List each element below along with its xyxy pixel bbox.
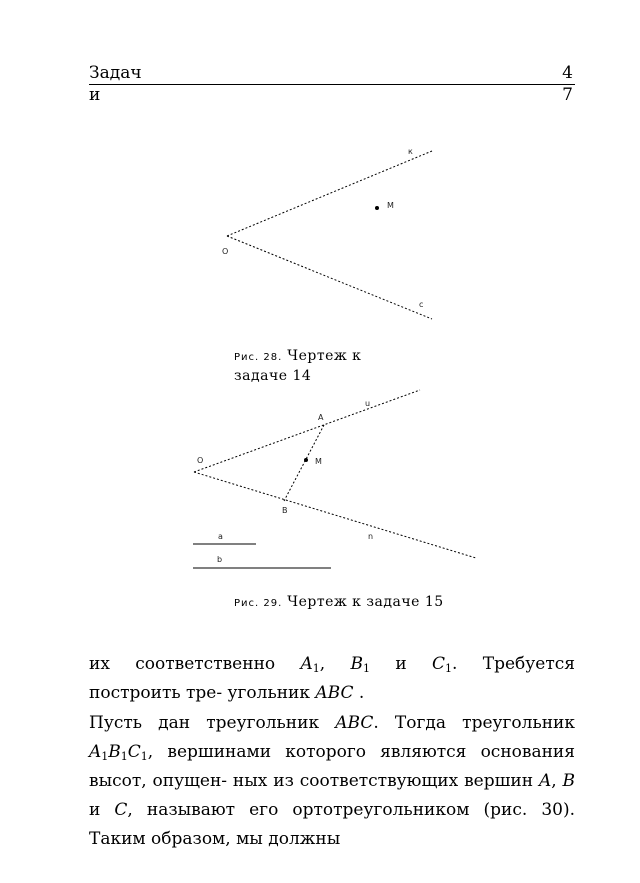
fig29-segment-a-label: a xyxy=(218,532,223,541)
p2-text-c: , вершинами которого являются основания высот, опущен- ных из соответствующих вершин xyxy=(89,742,575,791)
p2-var-c1: C xyxy=(127,742,141,762)
fig29-point-m xyxy=(304,458,308,462)
fig28-label-m: M xyxy=(387,201,394,210)
p1-var-a1: A xyxy=(300,654,313,674)
p2-text-b: . Тогда треугольник xyxy=(373,713,575,733)
header-title-line1: Задач xyxy=(89,63,142,83)
p1-var-b1: B xyxy=(350,654,364,674)
figure-29-caption xyxy=(234,593,534,613)
fig29-label-top-ray: u xyxy=(365,399,371,408)
figure-28-caption-abbr: Рис. 28. xyxy=(234,352,283,363)
p1-var-abc: ABC xyxy=(315,683,354,703)
fig29-label-b: B xyxy=(282,506,288,515)
p1-sub-a1: 1 xyxy=(312,662,320,675)
p2-var-a: A xyxy=(538,771,552,791)
paragraph-orthotriangle: Пусть дан треугольник ABC. Тогда треугольник $A_1B_1C_1$, вершинами которого являются основания высот, опущен- ных из соответствующих вершин A, B и C, называют его ортотреугольником (рис. 30). Таким образом, мы должны xyxy=(89,713,575,849)
fig29-label-a: A xyxy=(318,413,324,422)
p2-sub-b1: 1 xyxy=(120,750,128,763)
fig28-label-top-ray: к xyxy=(408,147,413,156)
p2-var-b: B xyxy=(562,771,575,791)
p2-sub-a1: 1 xyxy=(101,750,109,763)
figure-28-caption-line1: Чертеж к xyxy=(287,348,362,364)
paragraph-continuation: их соответственно $A_1$, $B_1$ и $C_1$. Требуется построить тре- угольник ABC . xyxy=(89,650,575,708)
p1-sub-c1: 1 xyxy=(445,662,453,675)
p2-text-and: и xyxy=(89,800,101,820)
p1-text-b: . Требуется xyxy=(452,654,575,674)
fig29-label-o: O xyxy=(197,456,204,465)
p2-text-d: , называют его ортотреугольником (рис. 30). Таким образом, мы должны xyxy=(89,800,575,849)
figure-29-caption-text: Чертеж к задаче 15 xyxy=(287,594,444,610)
page-number-line1: 4 xyxy=(562,63,573,83)
fig28-label-o: O xyxy=(222,247,229,256)
fig29-label-bottom-ray: n xyxy=(368,532,374,541)
p2-text-a: Пусть дан треугольник xyxy=(89,713,320,733)
p2-var-c: C xyxy=(114,800,128,820)
p1-var-c1: C xyxy=(432,654,446,674)
p2-sub-c1: 1 xyxy=(140,750,148,763)
header-title-line2: и xyxy=(89,85,101,105)
fig29-segment-b-label: b xyxy=(217,555,223,564)
p1-sub-b1: 1 xyxy=(363,662,371,675)
p1-last-line: построить тре- угольник ABC . xyxy=(89,683,365,703)
fig29-bottom-ray xyxy=(194,472,476,558)
p2-var-abc: ABC xyxy=(335,713,374,733)
p1-text-c: построить тре- угольник xyxy=(89,683,310,703)
p1-text-a: их соответственно xyxy=(89,654,276,674)
fig29-label-m: M xyxy=(315,457,322,466)
p2-var-b1: B xyxy=(108,742,121,762)
figure-28-caption-line2: задаче 14 xyxy=(234,368,312,384)
figure-29-caption-abbr: Рис. 29. xyxy=(234,598,283,609)
p2-var-a1: A xyxy=(89,742,102,762)
page-number-line2: 7 xyxy=(562,85,573,105)
fig28-label-bottom-ray: c xyxy=(419,300,424,309)
